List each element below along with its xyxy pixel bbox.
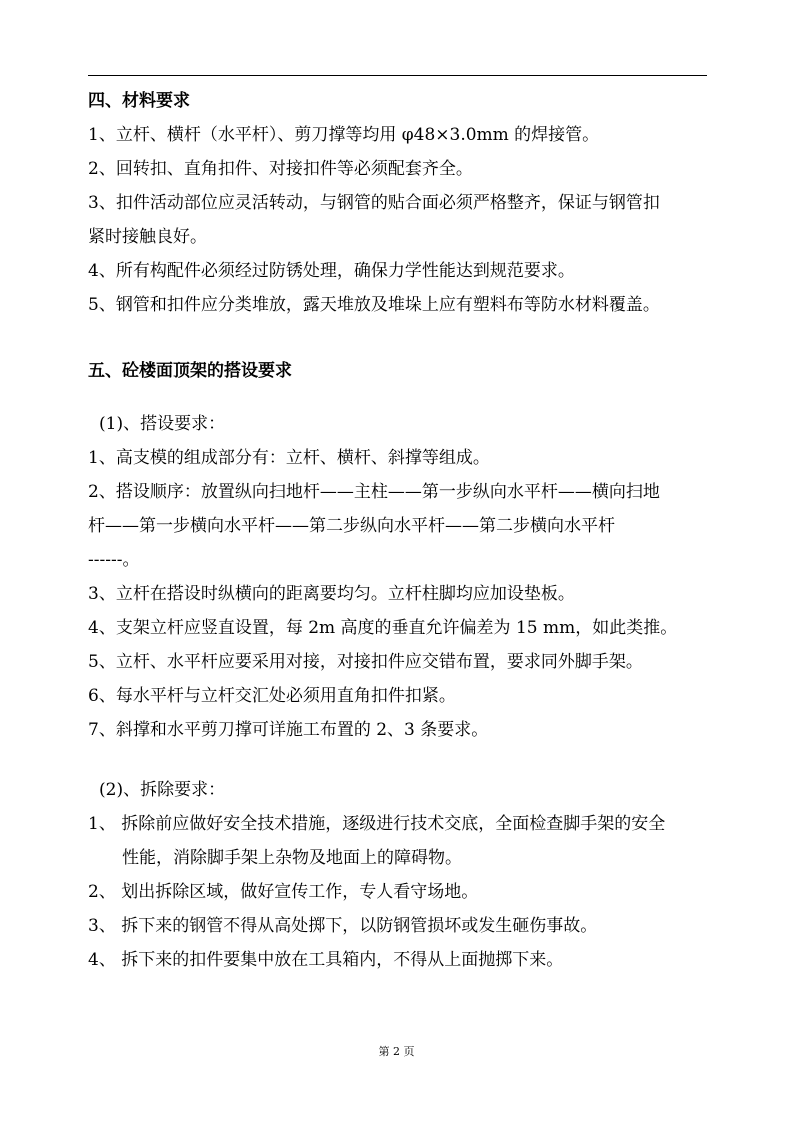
section-4-item: 4、所有构配件必须经过防锈处理，确保力学性能达到规范要求。 (88, 261, 575, 281)
subsection-1-item: 1、高支模的组成部分有：立杆、横杆、斜撑等组成。 (88, 448, 490, 468)
subsection-2-item: 2、 划出拆除区域，做好宣传工作，专人看守场地。 (88, 882, 479, 902)
section-4-item: 3、扣件活动部位应灵活转动，与钢管的贴合面必须严格整齐，保证与钢管扣 (88, 193, 660, 213)
subsection-2-item: 3、 拆下来的钢管不得从高处掷下，以防钢管损坏或发生砸伤事故。 (88, 916, 598, 936)
subsection-2-title: (2)、拆除要求： (99, 780, 226, 800)
section-4-item-continuation: 紧时接触良好。 (88, 227, 207, 247)
section-5-title: 五、砼楼面顶架的搭设要求 (88, 361, 292, 381)
section-4-item: 5、钢管和扣件应分类堆放，露天堆放及堆垛上应有塑料布等防水材料覆盖。 (88, 295, 660, 315)
subsection-1-item: 5、立杆、水平杆应要采用对接，对接扣件应交错布置，要求同外脚手架。 (88, 652, 643, 672)
subsection-2-item-continuation: 性能，消除脚手架上杂物及地面上的障碍物。 (122, 848, 462, 868)
subsection-1-item: 4、支架立杆应竖直设置，每 2m 高度的垂直允许偏差为 15 mm，如此类推。 (88, 618, 678, 638)
subsection-1-item: 2、搭设顺序：放置纵向扫地杆——主柱——第一步纵向水平杆——横向扫地 (88, 482, 660, 502)
subsection-1-title: (1)、搭设要求： (99, 414, 226, 434)
subsection-2-item: 4、 拆下来的扣件要集中放在工具箱内，不得从上面抛掷下来。 (88, 950, 564, 970)
subsection-1-item-continuation: 杆——第一步横向水平杆——第二步纵向水平杆——第二步横向水平杆 (88, 516, 615, 536)
header-rule (88, 75, 707, 76)
document-body (88, 84, 713, 977)
subsection-1-item: 3、立杆在搭设时纵横向的距离要均匀。立杆柱脚均应加设垫板。 (88, 584, 575, 604)
subsection-1-item: 6、每水平杆与立杆交汇处必须用直角扣件扣紧。 (88, 686, 456, 706)
subsection-1-item-continuation: ------。 (88, 550, 140, 570)
page-number: 第 2 页 (378, 1045, 415, 1058)
subsection-1-item: 7、斜撑和水平剪刀撑可详施工布置的 2、3 条要求。 (88, 720, 489, 740)
section-4-title: 四、材料要求 (88, 91, 190, 111)
subsection-2-item: 1、 拆除前应做好安全技术措施，逐级进行技术交底，全面检查脚手架的安全 (88, 814, 666, 834)
section-4-item: 1、立杆、横杆（水平杆）、剪刀撑等均用 φ48×3.0mm 的焊接管。 (88, 125, 600, 145)
section-4-item: 2、回转扣、直角扣件、对接扣件等必须配套齐全。 (88, 159, 473, 179)
